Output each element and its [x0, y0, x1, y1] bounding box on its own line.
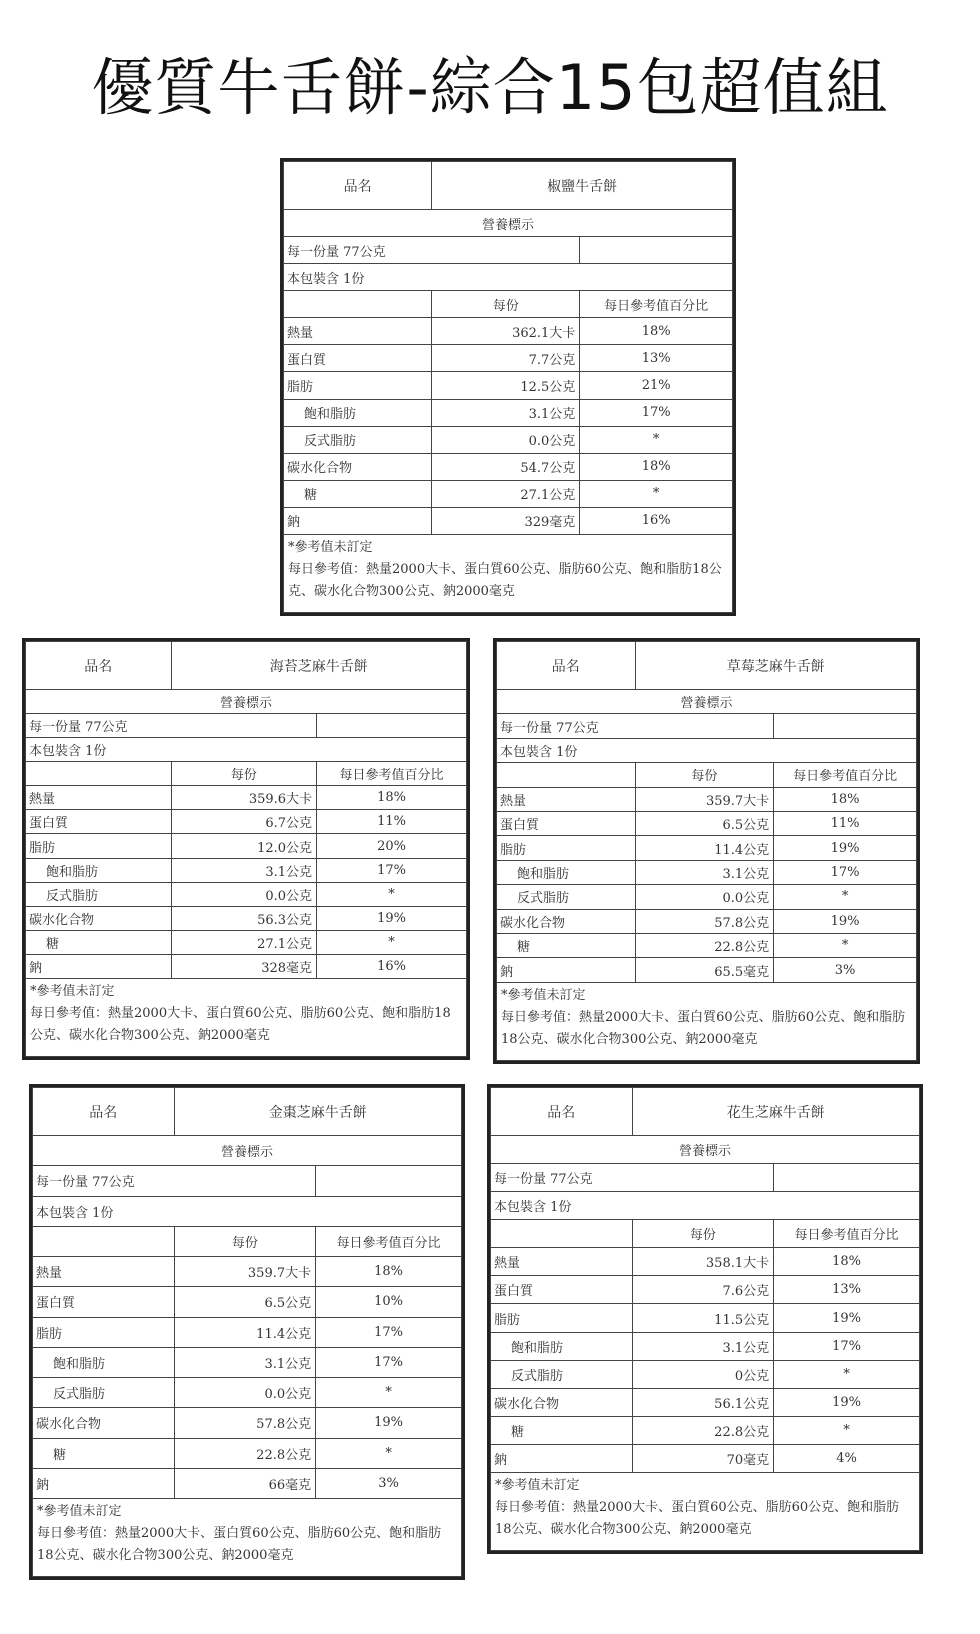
- nutrient-daily-percent: 18%: [774, 787, 917, 811]
- nutrient-value: 22.8公克: [632, 1416, 774, 1444]
- nutrient-name: 熱量: [491, 1248, 633, 1276]
- nutrient-value: 7.7公克: [432, 345, 580, 372]
- nutrient-daily-percent: 16%: [317, 954, 467, 978]
- nutrient-row: [491, 1248, 920, 1276]
- nutrient-row: [491, 1360, 920, 1388]
- nutrient-value: 70毫克: [632, 1444, 774, 1472]
- page-title: 優質牛舌餅-綜合15包超值組: [91, 51, 889, 124]
- nutrient-daily-percent: 17%: [774, 1332, 920, 1360]
- nutrient-name: 糖: [491, 1416, 633, 1444]
- nutrient-row: [33, 1408, 462, 1438]
- nutrient-value: 0.0公克: [171, 882, 317, 906]
- product-name: 草莓芝麻牛舌餅: [635, 642, 916, 690]
- nutrition-heading: 營養標示: [491, 1136, 920, 1164]
- servings-per-package: 本包裝含 1份: [497, 738, 917, 762]
- nutrient-value: 66毫克: [174, 1468, 316, 1498]
- nutrient-daily-percent: 19%: [774, 836, 917, 860]
- nutrient-row: [26, 930, 467, 954]
- nutrient-daily-percent: *: [774, 934, 917, 958]
- nutrient-row: [284, 345, 733, 372]
- servings-per-package: 本包裝含 1份: [491, 1192, 920, 1220]
- nutrient-daily-percent: *: [580, 480, 733, 507]
- nutrient-daily-percent: 20%: [317, 834, 467, 858]
- nutrient-daily-percent: 17%: [580, 399, 733, 426]
- nutrient-value: 12.5公克: [432, 372, 580, 399]
- nutrient-row: [491, 1276, 920, 1304]
- nutrient-daily-percent: 10%: [316, 1287, 462, 1317]
- nutrient-row: [284, 318, 733, 345]
- nutrient-value: 359.7大卡: [635, 787, 774, 811]
- nutrient-value: 7.6公克: [632, 1276, 774, 1304]
- nutrient-name: 鈉: [491, 1444, 633, 1472]
- nutrition-table-4: [29, 1084, 465, 1580]
- nutrient-value: 358.1大卡: [632, 1248, 774, 1276]
- nutrient-row: [284, 480, 733, 507]
- nutrient-row: [33, 1438, 462, 1468]
- nutrient-row: [26, 858, 467, 882]
- name-label: 品名: [497, 642, 636, 690]
- nutrient-name: 蛋白質: [26, 810, 172, 834]
- nutrient-name: 熱量: [26, 786, 172, 810]
- footnote-not-set: *參考值未訂定: [30, 984, 115, 999]
- daily-percent-header: 每日參考值百分比: [774, 1220, 920, 1248]
- nutrient-value: 362.1大卡: [432, 318, 580, 345]
- nutrient-row: [497, 909, 917, 933]
- footnote: [284, 535, 733, 613]
- serving-size: 每一份量 77公克: [497, 714, 774, 738]
- nutrient-name: 反式脂肪: [497, 885, 636, 909]
- nutrient-name: 飽和脂肪: [26, 858, 172, 882]
- nutrient-row: [26, 834, 467, 858]
- nutrient-value: 329毫克: [432, 507, 580, 534]
- nutrient-daily-percent: 18%: [580, 318, 733, 345]
- nutrient-daily-percent: 18%: [774, 1248, 920, 1276]
- daily-percent-header: 每日參考值百分比: [316, 1226, 462, 1256]
- nutrient-daily-percent: 11%: [774, 812, 917, 836]
- nutrient-name: 熱量: [33, 1257, 175, 1287]
- per-serving-header: 每份: [632, 1220, 774, 1248]
- per-serving-header: 每份: [171, 762, 317, 786]
- nutrient-value: 3.1公克: [432, 399, 580, 426]
- nutrient-name: 脂肪: [284, 372, 432, 399]
- nutrient-name: 反式脂肪: [33, 1378, 175, 1408]
- footnote-not-set: *參考值未訂定: [501, 988, 586, 1003]
- servings-per-package: 本包裝含 1份: [33, 1196, 462, 1226]
- nutrition-table-grid: [490, 1087, 920, 1551]
- serving-size: 每一份量 77公克: [491, 1164, 774, 1192]
- nutrient-daily-percent: 17%: [774, 860, 917, 884]
- nutrient-value: 57.8公克: [174, 1408, 316, 1438]
- nutrient-daily-percent: *: [774, 1416, 920, 1444]
- nutrient-daily-percent: 19%: [774, 1388, 920, 1416]
- nutrient-value: 328毫克: [171, 954, 317, 978]
- footnote-reference-values: 每日參考值：熱量2000大卡、蛋白質60公克、脂肪60公克、飽和脂肪18公克、碳水化合物300公克、鈉2000毫克: [495, 1500, 900, 1537]
- nutrient-name: 反式脂肪: [491, 1360, 633, 1388]
- serving-size: 每一份量 77公克: [26, 714, 317, 738]
- nutrient-row: [284, 453, 733, 480]
- nutrient-value: 54.7公克: [432, 453, 580, 480]
- nutrient-name: 糖: [26, 930, 172, 954]
- nutrient-name: 蛋白質: [497, 812, 636, 836]
- nutrient-daily-percent: 19%: [774, 1304, 920, 1332]
- nutrient-row: [284, 372, 733, 399]
- nutrient-value: 27.1公克: [432, 480, 580, 507]
- nutrient-value: 22.8公克: [174, 1438, 316, 1468]
- nutrient-name: 脂肪: [491, 1304, 633, 1332]
- footnote-reference-values: 每日參考值：熱量2000大卡、蛋白質60公克、脂肪60公克、飽和脂肪18公克、碳水化合物300公克、鈉2000毫克: [501, 1010, 906, 1047]
- nutrient-row: [497, 860, 917, 884]
- nutrition-table-grid: [283, 161, 733, 613]
- nutrient-name: 碳水化合物: [26, 906, 172, 930]
- nutrient-row: [26, 954, 467, 978]
- daily-percent-header: 每日參考值百分比: [580, 291, 733, 318]
- nutrient-name: 熱量: [497, 787, 636, 811]
- serving-size: 每一份量 77公克: [284, 237, 580, 264]
- nutrient-row: [497, 836, 917, 860]
- per-serving-header: 每份: [432, 291, 580, 318]
- nutrient-daily-percent: 3%: [316, 1468, 462, 1498]
- nutrient-row: [33, 1347, 462, 1377]
- nutrient-daily-percent: 3%: [774, 958, 917, 983]
- nutrient-value: 3.1公克: [171, 858, 317, 882]
- footnote-not-set: *參考值未訂定: [288, 540, 373, 555]
- nutrient-value: 56.3公克: [171, 906, 317, 930]
- nutrient-row: [491, 1444, 920, 1472]
- nutrition-table-5: [487, 1084, 923, 1554]
- nutrient-value: 0公克: [632, 1360, 774, 1388]
- nutrition-table-3: [493, 638, 920, 1064]
- nutrition-table-grid: [25, 641, 467, 1057]
- nutrient-value: 11.4公克: [174, 1317, 316, 1347]
- nutrition-heading: 營養標示: [284, 210, 733, 237]
- nutrient-daily-percent: 17%: [316, 1317, 462, 1347]
- nutrient-value: 3.1公克: [635, 860, 774, 884]
- nutrient-row: [26, 906, 467, 930]
- nutrient-row: [26, 882, 467, 906]
- nutrient-daily-percent: *: [317, 930, 467, 954]
- product-name: 金棗芝麻牛舌餅: [174, 1088, 461, 1136]
- nutrient-value: 3.1公克: [174, 1347, 316, 1377]
- name-label: 品名: [284, 162, 432, 210]
- per-serving-header: 每份: [174, 1226, 316, 1256]
- nutrient-name: 蛋白質: [33, 1287, 175, 1317]
- nutrient-daily-percent: *: [774, 885, 917, 909]
- nutrient-value: 359.7大卡: [174, 1257, 316, 1287]
- nutrient-row: [497, 885, 917, 909]
- footnote-not-set: *參考值未訂定: [495, 1478, 580, 1493]
- nutrient-name: 鈉: [26, 954, 172, 978]
- footnote: [33, 1499, 462, 1577]
- nutrient-name: 蛋白質: [491, 1276, 633, 1304]
- nutrient-name: 反式脂肪: [284, 426, 432, 453]
- nutrient-row: [284, 507, 733, 534]
- nutrient-name: 反式脂肪: [26, 882, 172, 906]
- nutrient-name: 鈉: [33, 1468, 175, 1498]
- nutrient-daily-percent: 19%: [317, 906, 467, 930]
- nutrient-row: [33, 1468, 462, 1498]
- footnote: [26, 979, 467, 1057]
- nutrient-row: [284, 426, 733, 453]
- nutrition-table-grid: [32, 1087, 462, 1577]
- nutrient-name: 糖: [284, 480, 432, 507]
- nutrient-row: [26, 786, 467, 810]
- nutrient-value: 0.0公克: [174, 1378, 316, 1408]
- nutrient-name: 碳水化合物: [497, 909, 636, 933]
- product-name: 海苔芝麻牛舌餅: [171, 642, 466, 690]
- per-serving-header: 每份: [635, 763, 774, 787]
- nutrient-row: [26, 810, 467, 834]
- nutrient-name: 碳水化合物: [284, 453, 432, 480]
- nutrient-name: 蛋白質: [284, 345, 432, 372]
- nutrient-value: 0.0公克: [635, 885, 774, 909]
- nutrition-table-grid: [496, 641, 917, 1061]
- nutrient-name: 飽和脂肪: [33, 1347, 175, 1377]
- footnote-reference-values: 每日參考值：熱量2000大卡、蛋白質60公克、脂肪60公克、飽和脂肪18公克、碳水化合物300公克、鈉2000毫克: [30, 1006, 451, 1043]
- nutrient-name: 鈉: [284, 507, 432, 534]
- nutrient-daily-percent: 19%: [774, 909, 917, 933]
- nutrient-row: [491, 1304, 920, 1332]
- daily-percent-header: 每日參考值百分比: [774, 763, 917, 787]
- nutrient-name: 鈉: [497, 958, 636, 983]
- nutrient-name: 糖: [497, 934, 636, 958]
- name-label: 品名: [33, 1088, 175, 1136]
- nutrient-value: 359.6大卡: [171, 786, 317, 810]
- nutrient-value: 6.7公克: [171, 810, 317, 834]
- nutrient-name: 飽和脂肪: [497, 860, 636, 884]
- nutrient-daily-percent: 4%: [774, 1444, 920, 1472]
- nutrient-value: 11.4公克: [635, 836, 774, 860]
- nutrient-daily-percent: 18%: [317, 786, 467, 810]
- nutrient-name: 飽和脂肪: [491, 1332, 633, 1360]
- nutrient-name: 糖: [33, 1438, 175, 1468]
- nutrient-row: [33, 1257, 462, 1287]
- nutrition-heading: 營養標示: [26, 690, 467, 714]
- name-label: 品名: [26, 642, 172, 690]
- nutrient-value: 27.1公克: [171, 930, 317, 954]
- nutrition-table-2: [22, 638, 470, 1060]
- nutrient-daily-percent: 18%: [316, 1257, 462, 1287]
- nutrient-daily-percent: *: [580, 426, 733, 453]
- nutrient-row: [497, 934, 917, 958]
- nutrient-row: [491, 1388, 920, 1416]
- nutrient-name: 脂肪: [497, 836, 636, 860]
- nutrient-value: 22.8公克: [635, 934, 774, 958]
- nutrient-daily-percent: *: [316, 1378, 462, 1408]
- product-name: 花生芝麻牛舌餅: [632, 1088, 919, 1136]
- nutrient-value: 0.0公克: [432, 426, 580, 453]
- footnote-reference-values: 每日參考值：熱量2000大卡、蛋白質60公克、脂肪60公克、飽和脂肪18公克、碳水化合物300公克、鈉2000毫克: [37, 1526, 442, 1563]
- footnote: [497, 983, 917, 1061]
- footnote-not-set: *參考值未訂定: [37, 1504, 122, 1519]
- nutrient-row: [33, 1287, 462, 1317]
- footnote-reference-values: 每日參考值：熱量2000大卡、蛋白質60公克、脂肪60公克、飽和脂肪18公克、碳水化合物300公克、鈉2000毫克: [288, 562, 722, 599]
- nutrient-daily-percent: 17%: [317, 858, 467, 882]
- nutrition-heading: 營養標示: [497, 690, 917, 714]
- nutrient-name: 熱量: [284, 318, 432, 345]
- nutrient-value: 12.0公克: [171, 834, 317, 858]
- nutrient-value: 6.5公克: [174, 1287, 316, 1317]
- nutrient-daily-percent: *: [316, 1438, 462, 1468]
- nutrient-value: 3.1公克: [632, 1332, 774, 1360]
- nutrient-name: 碳水化合物: [491, 1388, 633, 1416]
- product-name: 椒鹽牛舌餅: [432, 162, 733, 210]
- nutrient-daily-percent: *: [774, 1360, 920, 1388]
- servings-per-package: 本包裝含 1份: [26, 738, 467, 762]
- nutrient-name: 飽和脂肪: [284, 399, 432, 426]
- nutrient-value: 11.5公克: [632, 1304, 774, 1332]
- nutrient-value: 6.5公克: [635, 812, 774, 836]
- nutrient-row: [491, 1416, 920, 1444]
- nutrient-row: [33, 1317, 462, 1347]
- nutrition-table-1: [280, 158, 736, 616]
- nutrient-row: [497, 958, 917, 983]
- nutrient-daily-percent: 21%: [580, 372, 733, 399]
- nutrient-value: 56.1公克: [632, 1388, 774, 1416]
- nutrient-row: [33, 1378, 462, 1408]
- daily-percent-header: 每日參考值百分比: [317, 762, 467, 786]
- nutrient-row: [497, 787, 917, 811]
- nutrient-daily-percent: 13%: [774, 1276, 920, 1304]
- nutrient-daily-percent: 18%: [580, 453, 733, 480]
- nutrient-name: 脂肪: [33, 1317, 175, 1347]
- nutrient-daily-percent: 13%: [580, 345, 733, 372]
- nutrient-value: 57.8公克: [635, 909, 774, 933]
- nutrient-daily-percent: 16%: [580, 507, 733, 534]
- nutrient-value: 65.5毫克: [635, 958, 774, 983]
- nutrient-daily-percent: 11%: [317, 810, 467, 834]
- serving-size: 每一份量 77公克: [33, 1166, 316, 1196]
- nutrient-row: [284, 399, 733, 426]
- servings-per-package: 本包裝含 1份: [284, 264, 733, 291]
- nutrient-daily-percent: 19%: [316, 1408, 462, 1438]
- footnote: [491, 1473, 920, 1551]
- nutrient-daily-percent: 17%: [316, 1347, 462, 1377]
- nutrient-daily-percent: *: [317, 882, 467, 906]
- nutrient-row: [497, 812, 917, 836]
- nutrient-row: [491, 1332, 920, 1360]
- nutrient-name: 碳水化合物: [33, 1408, 175, 1438]
- name-label: 品名: [491, 1088, 633, 1136]
- nutrient-name: 脂肪: [26, 834, 172, 858]
- nutrition-heading: 營養標示: [33, 1136, 462, 1166]
